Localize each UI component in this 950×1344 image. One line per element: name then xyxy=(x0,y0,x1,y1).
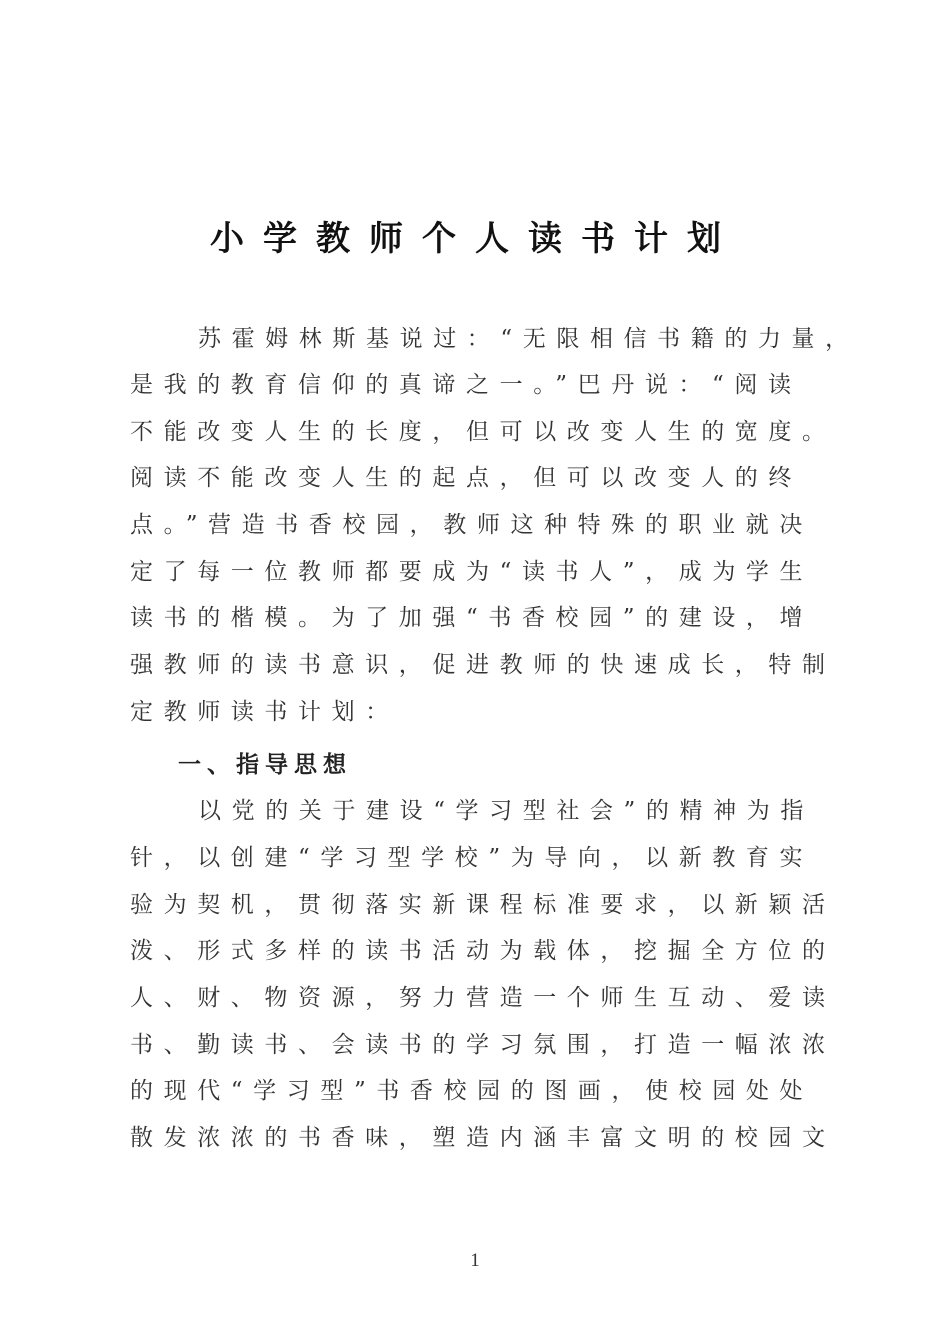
section1-line-5: 人、财、物资源，努力营造一个师生互动、爱读 xyxy=(130,985,836,1011)
section1-line-6: 书、勤读书、会读书的学习氛围，打造一幅浓浓 xyxy=(130,1032,836,1058)
intro-line-7: 读书的楷模。为了加强“书香校园”的建设，增 xyxy=(130,605,814,631)
section1-line-8: 散发浓浓的书香味，塑造内涵丰富文明的校园文 xyxy=(130,1125,836,1151)
section-heading-guiding-thought: 一、指导思想 xyxy=(178,752,352,778)
intro-line-6: 定了每一位教师都要成为“读书人”，成为学生 xyxy=(130,559,814,585)
section1-line-2: 针，以创建“学习型学校”为导向，以新教育实 xyxy=(130,845,814,871)
intro-line-2: 是我的教育信仰的真谛之一。”巴丹说：“阅读 xyxy=(130,372,802,398)
intro-line-4: 阅读不能改变人生的起点，但可以改变人的终 xyxy=(130,465,802,491)
document-title: 小学教师个人读书计划 xyxy=(210,219,740,259)
intro-line-1: 苏霍姆林斯基说过：“无限相信书籍的力量， xyxy=(198,326,859,352)
intro-line-9: 定教师读书计划： xyxy=(130,699,399,725)
section1-line-7: 的现代“学习型”书香校园的图画，使校园处处 xyxy=(130,1078,814,1104)
intro-line-5: 点。”营造书香校园，教师这种特殊的职业就决 xyxy=(130,512,813,538)
page-number: 1 xyxy=(470,1250,480,1271)
section1-line-1: 以党的关于建设“学习型社会”的精神为指 xyxy=(198,798,814,824)
section1-line-3: 验为契机，贯彻落实新课程标准要求，以新颖活 xyxy=(130,892,836,918)
intro-line-3: 不能改变人生的长度，但可以改变人生的宽度。 xyxy=(130,419,836,445)
intro-line-8: 强教师的读书意识，促进教师的快速成长，特制 xyxy=(130,652,836,678)
section1-line-4: 泼、形式多样的读书活动为载体，挖掘全方位的 xyxy=(130,938,836,964)
